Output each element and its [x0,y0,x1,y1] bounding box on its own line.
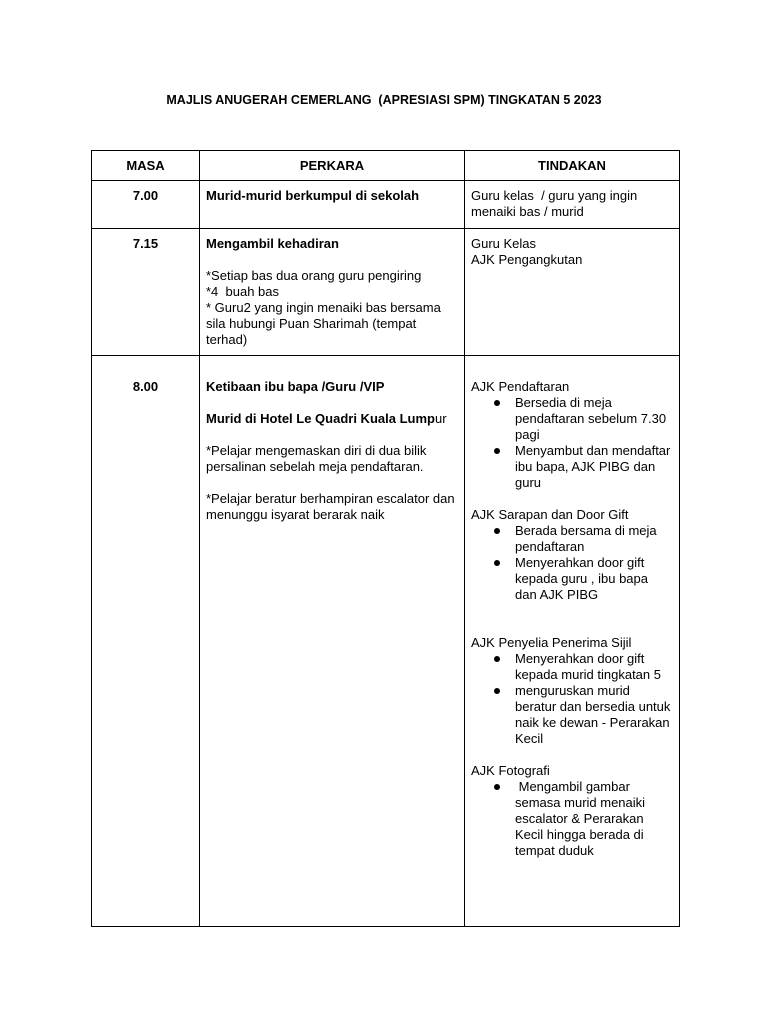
group-heading: AJK Pendaftaran [471,379,570,394]
activity-title: Ketibaan ibu bapa /Guru /VIP [206,379,385,394]
row-action [465,356,680,927]
table-row [92,229,680,356]
document-title: MAJLIS ANUGERAH CEMERLANG (APRESIASI SPM) TINGKATAN 5 2023 [166,93,602,107]
group-heading: AJK Fotografi [471,763,550,778]
activity-title: Mengambil kehadiran [206,236,339,251]
group-heading: AJK Penyelia Penerima Sijil [471,635,632,650]
schedule-table [91,150,680,927]
row-activity [200,356,465,927]
list-item: Menyerahkan door gift kepada guru , ibu bapa dan AJK PIBG [515,555,673,603]
activity-note: *Pelajar mengemaskan diri di dua bilik persalinan sebelah meja pendaftaran. [206,443,431,474]
activity-subtitle [206,411,458,427]
activity-note: *Pelajar beratur berhampiran escalator dan menunggu isyarat berarak naik [206,491,459,522]
group-heading: AJK Sarapan dan Door Gift [471,507,629,522]
row-action [465,229,680,356]
list-item: Berada bersama di meja pendaftaran [515,523,673,555]
activity-title: Murid-murid berkumpul di sekolah [206,188,420,203]
header-masa: MASA [92,151,200,181]
activity-note: *Setiap bas dua orang guru pengiring [206,268,422,283]
header-perkara: PERKARA [200,151,465,181]
action-text: AJK Pengangkutan [471,252,583,267]
row-activity [200,229,465,356]
activity-subtitle-tail: ur [434,411,447,426]
row-time: 7.15 [92,229,200,356]
row-activity [200,181,465,229]
list-item: Menyambut dan mendaftar ibu bapa, AJK PIBG dan guru [515,443,673,491]
table-row [92,356,680,927]
list-item: Mengambil gambar semasa murid menaiki escalator & Perarakan Kecil hingga berada di tempat duduk [515,779,673,859]
header-tindakan: TINDAKAN [465,151,680,181]
activity-subtitle-bold: Murid di Hotel Le Quadri Kuala Lump [206,411,435,426]
row-time: 8.00 [92,356,200,927]
activity-note: * Guru2 yang ingin menaiki bas bersama sila hubungi Puan Sharimah (tempat terhad) [206,300,445,347]
group-list [471,395,673,491]
group-list [471,651,673,747]
list-item: Bersedia di meja pendaftaran sebelum 7.30 pagi [515,395,673,443]
activity-note: *4 buah bas [206,284,280,299]
list-item: Menyerahkan door gift kepada murid tingkatan 5 [515,651,673,683]
action-text: Guru Kelas [471,236,537,251]
group-list [471,523,673,603]
group-list [471,779,673,859]
table-row [92,181,680,229]
action-text: Guru kelas / guru yang ingin menaiki bas / murid [471,188,641,219]
row-time: 7.00 [92,181,200,229]
list-item: menguruskan murid beratur dan bersedia untuk naik ke dewan - Perarakan Kecil [515,683,673,747]
row-action [465,181,680,229]
table-header-row [92,151,680,181]
